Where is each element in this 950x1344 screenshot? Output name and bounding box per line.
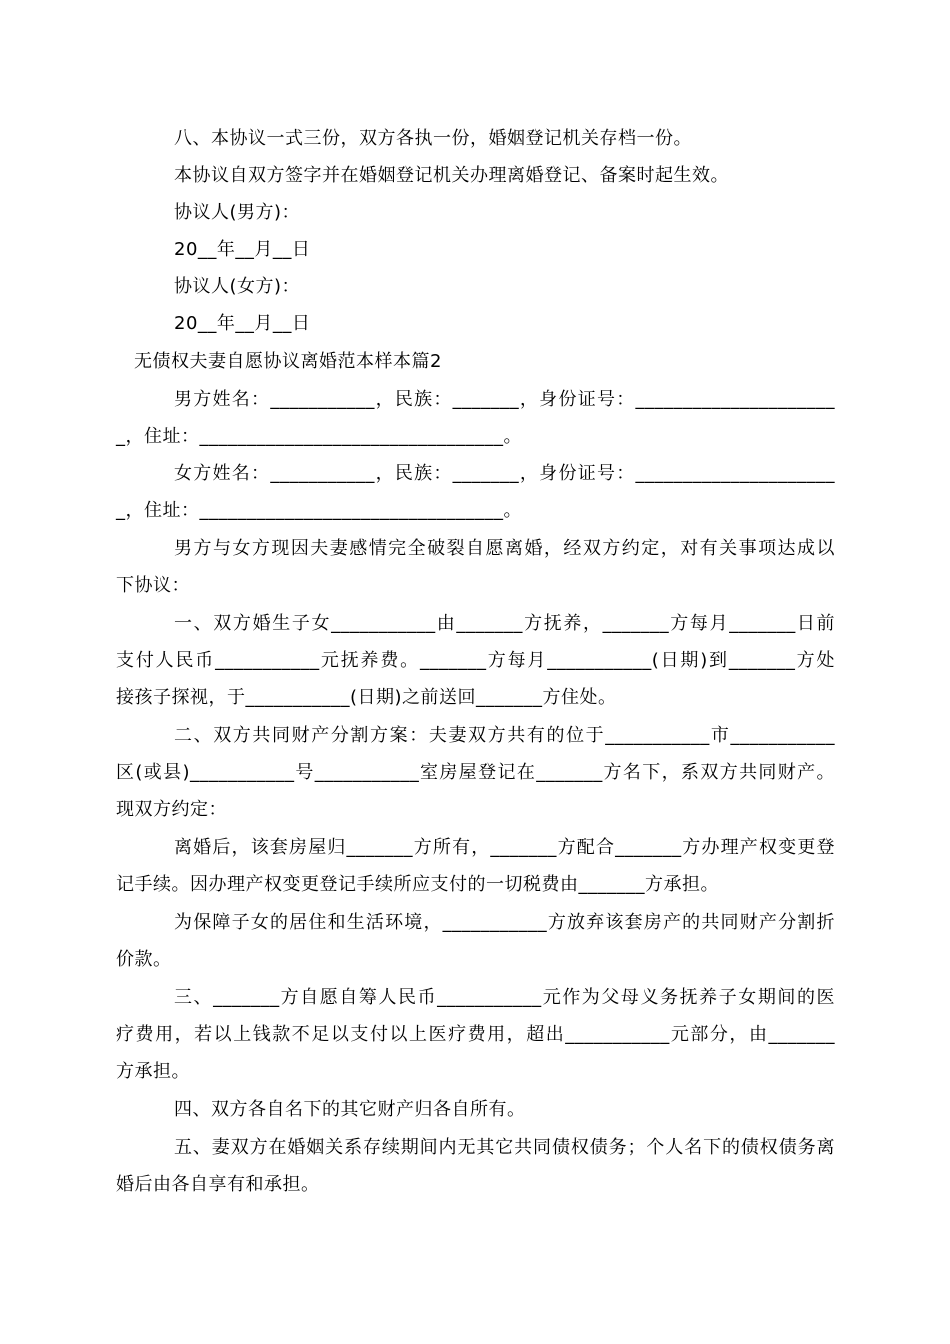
female-info-line-2: _，住址：________________________________。 <box>116 500 522 521</box>
effective-clause: 本协议自双方签字并在婚姻登记机关办理离婚登记、备案时起生效。 <box>174 165 729 186</box>
clause-5-line-1: 五、妻双方在婚姻关系存续期间内无其它共同债权债务；个人名下的债权债务离 <box>174 1137 835 1158</box>
female-info-line-1: 女方姓名：___________，民族：_______，身份证号：_____________________ <box>174 463 835 484</box>
clause-3-line-1: 三、_______方自愿自筹人民币___________元作为父母义务抚养子女期间的医 <box>174 987 835 1008</box>
section-heading: 无债权夫妻自愿协议离婚范本样本篇2 <box>134 351 442 372</box>
male-info-line-1: 男方姓名：___________，民族：_______，身份证号：_____________________ <box>174 389 835 410</box>
intro-line-2: 下协议： <box>116 575 190 596</box>
clause-8: 八、本协议一式三份，双方各执一份，婚姻登记机关存档一份。 <box>174 128 692 149</box>
clause-4: 四、双方各自名下的其它财产归各自所有。 <box>174 1099 526 1120</box>
intro-line-1: 男方与女方现因夫妻感情完全破裂自愿离婚，经双方约定，对有关事项达成以 <box>174 538 835 559</box>
clause-1-line-1: 一、双方婚生子女___________由_______方抚养，_______方每月_______日前 <box>174 613 835 634</box>
clause-2-line-1: 二、双方共同财产分割方案：夫妻双方共有的位于___________市___________ <box>174 725 835 746</box>
clause-3-line-3: 方承担。 <box>116 1061 190 1082</box>
clause-1-line-2: 支付人民币___________元抚养费。_______方每月___________(日期)到_______方处 <box>116 650 835 671</box>
male-info-line-2: _，住址：________________________________。 <box>116 426 522 447</box>
clause-1-line-3: 接孩子探视，于___________(日期)之前送回_______方住处。 <box>116 687 617 708</box>
clause-2-line-3: 现双方约定： <box>116 799 227 820</box>
clause-2-line-2: 区(或县)___________号___________室房屋登记在_______方名下，系双方共同财产。 <box>116 762 835 783</box>
clause-5-line-2: 婚后由各自享有和承担。 <box>116 1174 320 1195</box>
signer-female: 协议人(女方)： <box>174 276 301 297</box>
waive-clause-line-2: 价款。 <box>116 949 172 970</box>
house-clause-line-2: 记手续。因办理产权变更登记手续所应支付的一切税费由_______方承担。 <box>116 874 719 895</box>
waive-clause-line-1: 为保障子女的居住和生活环境，___________方放弃该套房产的共同财产分割折 <box>174 912 835 933</box>
date-male: 20__年__月__日 <box>174 239 311 260</box>
date-female: 20__年__月__日 <box>174 313 311 334</box>
house-clause-line-1: 离婚后，该套房屋归_______方所有，_______方配合_______方办理产权变更登 <box>174 837 835 858</box>
clause-3-line-2: 疗费用，若以上钱款不足以支付以上医疗费用，超出___________元部分，由_______ <box>116 1024 835 1045</box>
signer-male: 协议人(男方)： <box>174 202 301 223</box>
